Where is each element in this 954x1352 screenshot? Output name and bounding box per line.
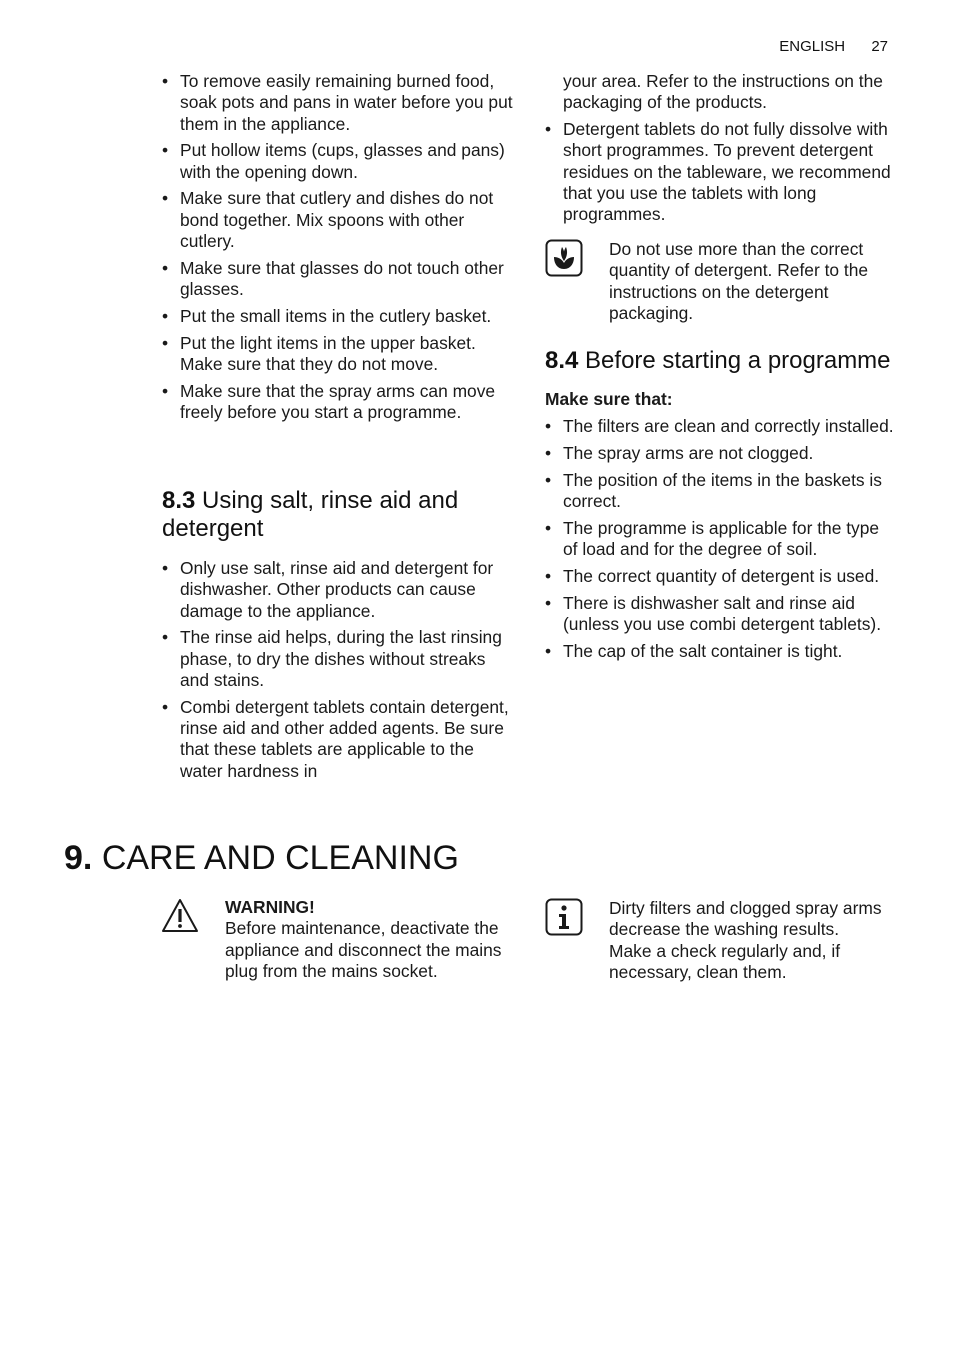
section-heading: 8.3 Using salt, rinse aid and detergent [162, 487, 459, 542]
left-column [162, 71, 514, 429]
page-number: 27 [871, 38, 888, 55]
detergent-list [545, 119, 897, 225]
section-8-3 [162, 487, 514, 787]
list-item: • Put the light items in the upper basket. Make sure that they do not move. [162, 333, 514, 376]
header-language: ENGLISH [779, 38, 846, 55]
info-text [609, 898, 899, 983]
warning-triangle-icon [160, 897, 200, 935]
list-item: • Make sure that glasses do not touch other glasses. [162, 258, 514, 301]
list-item: • Make sure that cutlery and dishes do not bond together. Mix spoons with other cutlery. [162, 188, 514, 252]
list-item: • Combi detergent tablets contain detergent, rinse aid and other added agents. Be sure that these tablets are applicable to the water hardness in [162, 697, 514, 782]
list-item: • There is dishwasher salt and rinse aid (unless you use combi detergent tablets). [545, 593, 897, 636]
page-header [779, 38, 888, 55]
list-item: • To remove easily remaining burned food, soak pots and pans in water before you put them in the appliance. [162, 71, 514, 135]
right-column [545, 71, 897, 231]
section-intro: Make sure that: [545, 389, 673, 409]
list-item: • The position of the items in the baskets is correct. [545, 470, 897, 513]
warning-text [225, 897, 515, 982]
tips-list [162, 71, 514, 423]
section-8-3-list [162, 558, 514, 782]
list-item: • Put the small items in the cutlery basket. [162, 306, 514, 327]
list-item: • The programme is applicable for the type of load and for the degree of soil. [545, 518, 897, 561]
continued-text: your area. Refer to the instructions on the packaging of the products. [563, 71, 883, 113]
warning-body: Before maintenance, deactivate the appliance and disconnect the mains plug from the mains socket. [225, 918, 502, 981]
environment-leaf-icon [545, 239, 583, 277]
list-item: • The correct quantity of detergent is used. [545, 566, 897, 587]
list-item: • Only use salt, rinse aid and detergent for dishwasher. Other products can cause damage to the appliance. [162, 558, 514, 622]
list-item: • Detergent tablets do not fully dissolve with short programmes. To prevent detergent residues on the tableware, we recommend that you use the tablets with long programmes. [545, 119, 897, 225]
section-8-4 [545, 347, 897, 668]
list-item: • Put hollow items (cups, glasses and pans) with the opening down. [162, 140, 514, 183]
list-item: • The spray arms are not clogged. [545, 443, 897, 464]
warning-title: WARNING! [225, 897, 315, 917]
section-heading: 8.4 Before starting a programme [545, 347, 891, 374]
checklist [545, 416, 897, 662]
info-line-2: Make a check regularly and, if necessary, clean them. [609, 940, 841, 982]
chapter-title: 9. CARE AND CLEANING [64, 839, 459, 877]
list-item: • The cap of the salt container is tight. [545, 641, 897, 662]
info-icon [545, 898, 583, 936]
list-item: • The rinse aid helps, during the last rinsing phase, to dry the dishes without streaks and stains. [162, 627, 514, 691]
info-line-1: Dirty filters and clogged spray arms decrease the washing results. [609, 898, 882, 940]
environment-note-text: Do not use more than the correct quantity of detergent. Refer to the instructions on the detergent packaging. [609, 239, 869, 323]
list-item: • The filters are clean and correctly installed. [545, 416, 897, 437]
list-item: • Make sure that the spray arms can move freely before you start a programme. [162, 381, 514, 424]
